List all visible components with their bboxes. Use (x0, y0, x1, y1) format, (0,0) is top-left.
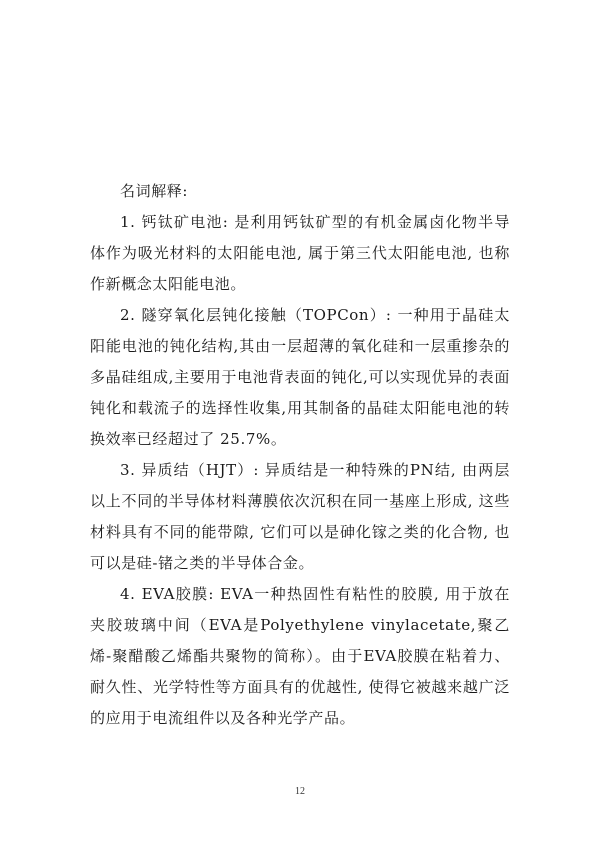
section-heading: 名词解释: (120, 182, 189, 200)
entry-text: EVA胶膜: EVA一种热固性有粘性的胶膜, 用于放在夹胶玻璃中间（EVA是Polyethylene vinylacetate,聚乙烯-聚醋酸乙烯酯共聚物的简称）。由于EVA胶膜在粘着力、耐久性、光学特性等方面具有的优越性, 使得它被越来越广泛的应用于电流组件以及各种光学产品。 (90, 585, 510, 727)
entry-number: 4. (120, 585, 136, 603)
page-number: 12 (295, 786, 305, 797)
entry-text: 钙钛矿电池: 是利用钙钛矿型的有机金属卤化物半导体作为吸光材料的太阳能电池, 属于第三代太阳能电池, 也称作新概念太阳能电池。 (90, 213, 510, 293)
entry-number: 3. (120, 461, 136, 479)
definition-entry-3 (90, 455, 510, 579)
entry-number: 1. (120, 213, 136, 231)
definition-entry-1 (90, 207, 510, 300)
entry-text: 隧穿氧化层钝化接触（TOPCon）: 一种用于晶硅太阳能电池的钝化结构,其由一层超薄的氧化硅和一层重掺杂的多晶硅组成,主要用于电池背表面的钝化,可以实现优异的表面钝化和载流子的选择性收集,用其制备的晶硅太阳能电池的转换效率已经超过了 25.7%。 (90, 306, 510, 448)
page-content (90, 176, 510, 734)
entry-number: 2. (120, 306, 136, 324)
definition-entry-2 (90, 300, 510, 455)
definition-entry-4 (90, 579, 510, 734)
entry-text: 异质结（HJT）: 异质结是一种特殊的PN结, 由两层以上不同的半导体材料薄膜依次沉积在同一基座上形成, 这些材料具有不同的能带隙, 它们可以是砷化镓之类的化合物, 也可以是硅-锗之类的半导体合金。 (90, 461, 510, 572)
